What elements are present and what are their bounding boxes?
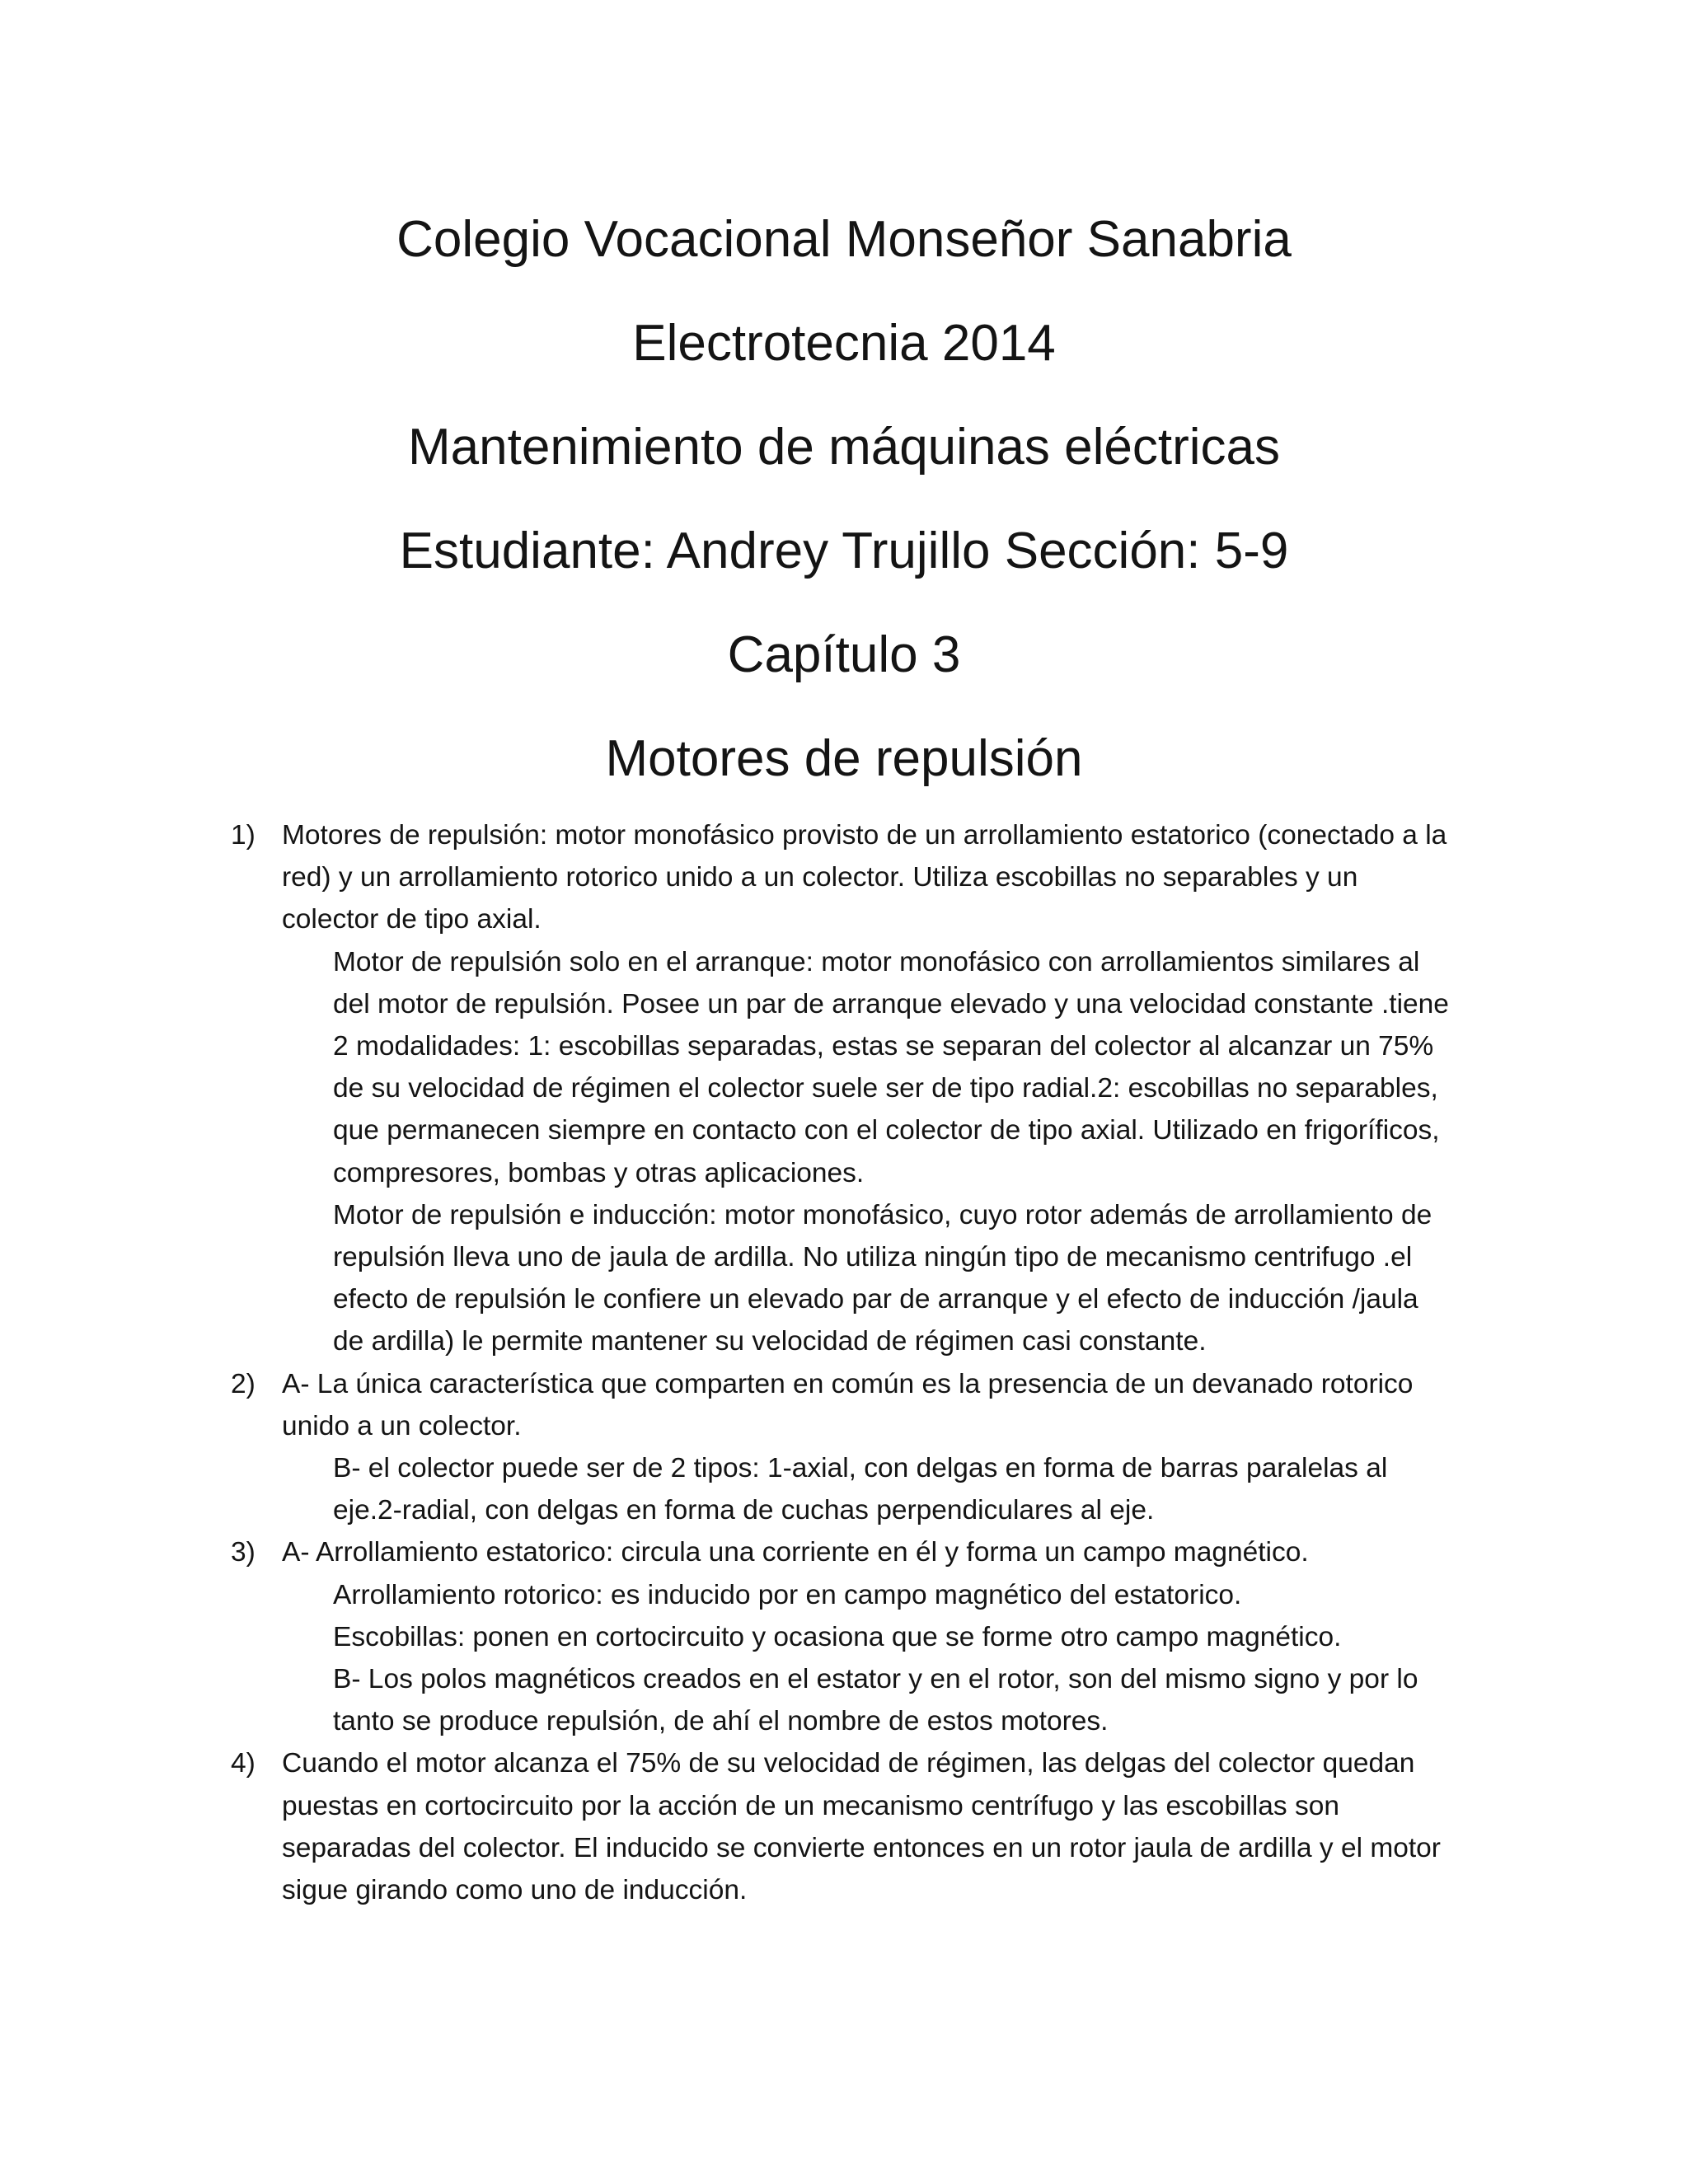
item-subparagraph: Arrollamiento rotorico: es inducido por en campo magnético del estatorico. xyxy=(333,1579,1242,1610)
list-item-2 xyxy=(231,1363,1451,1532)
item-subparagraph: Motor de repulsión solo en el arranque: motor monofásico con arrollamientos similares al del motor de repulsión. Posee un par de arranque elevado y una velocidad constante .tiene 2 modalidades: 1: escobillas separadas, estas se separan del colector al alcanzar un 75% de su velocidad de régimen el colector suele ser de tipo radial.2: escobillas no separables, que permanecen siempre en contacto con el colector de tipo axial. Utilizado en frigoríficos, compresores, bombas y otras aplicaciones. xyxy=(333,946,1449,1188)
chapter-title: Capítulo 3 xyxy=(727,626,961,683)
school-name: Colegio Vocacional Monseñor Sanabria xyxy=(396,211,1292,268)
item-number: 3) xyxy=(231,1537,256,1568)
item-subparagraph: B- Los polos magnéticos creados en el estator y en el rotor, son del mismo signo y por lo tanto se produce repulsión, de ahí el nombre de estos motores. xyxy=(333,1664,1418,1737)
item-paragraph: A- La única característica que comparten en común es la presencia de un devanado rotorico unido a un colector. xyxy=(282,1368,1414,1441)
item-paragraph: A- Arrollamiento estatorico: circula una corriente en él y forma un campo magnético. xyxy=(282,1537,1309,1568)
item-subparagraph: Escobillas: ponen en cortocircuito y ocasiona que se forme otro campo magnético. xyxy=(333,1621,1342,1652)
item-paragraph: Motores de repulsión: motor monofásico provisto de un arrollamiento estatorico (conectado a la red) y un arrollamiento rotorico unido a un colector. Utiliza escobillas no separables y un colector de tipo axial. xyxy=(282,820,1447,935)
course-title: Electrotecnia 2014 xyxy=(632,315,1056,372)
item-number: 4) xyxy=(231,1748,256,1779)
student-info: Estudiante: Andrey Trujillo Sección: 5-9 xyxy=(399,523,1289,579)
numbered-list xyxy=(231,814,1451,1911)
topic-title: Motores de repulsión xyxy=(605,730,1083,787)
header-block xyxy=(0,188,1688,811)
list-item-4 xyxy=(231,1742,1451,1911)
list-item-1 xyxy=(231,814,1451,1363)
item-number: 1) xyxy=(231,820,256,851)
item-subparagraph: Motor de repulsión e inducción: motor monofásico, cuyo rotor además de arrollamiento de repulsión lleva uno de jaula de ardilla. No utiliza ningún tipo de mecanismo centrifugo .el efecto de repulsión le confiere un elevado par de arranque y el efecto de inducción /jaula de ardilla) le permite mantener su velocidad de régimen casi constante. xyxy=(333,1199,1432,1357)
item-subparagraph: B- el colector puede ser de 2 tipos: 1-axial, con delgas en forma de barras paralelas al eje.2-radial, con delgas en forma de cuchas perpendiculares al eje. xyxy=(333,1453,1388,1526)
list-item-3 xyxy=(231,1531,1451,1742)
item-number: 2) xyxy=(231,1368,256,1399)
subject-title: Mantenimiento de máquinas eléctricas xyxy=(408,419,1280,476)
item-paragraph: Cuando el motor alcanza el 75% de su velocidad de régimen, las delgas del colector quedan puestas en cortocircuito por la acción de un mecanismo centrífugo y las escobillas son separadas del colector. El inducido se convierte entonces en un rotor jaula de ardilla y el motor sigue girando como uno de inducción. xyxy=(282,1748,1441,1906)
